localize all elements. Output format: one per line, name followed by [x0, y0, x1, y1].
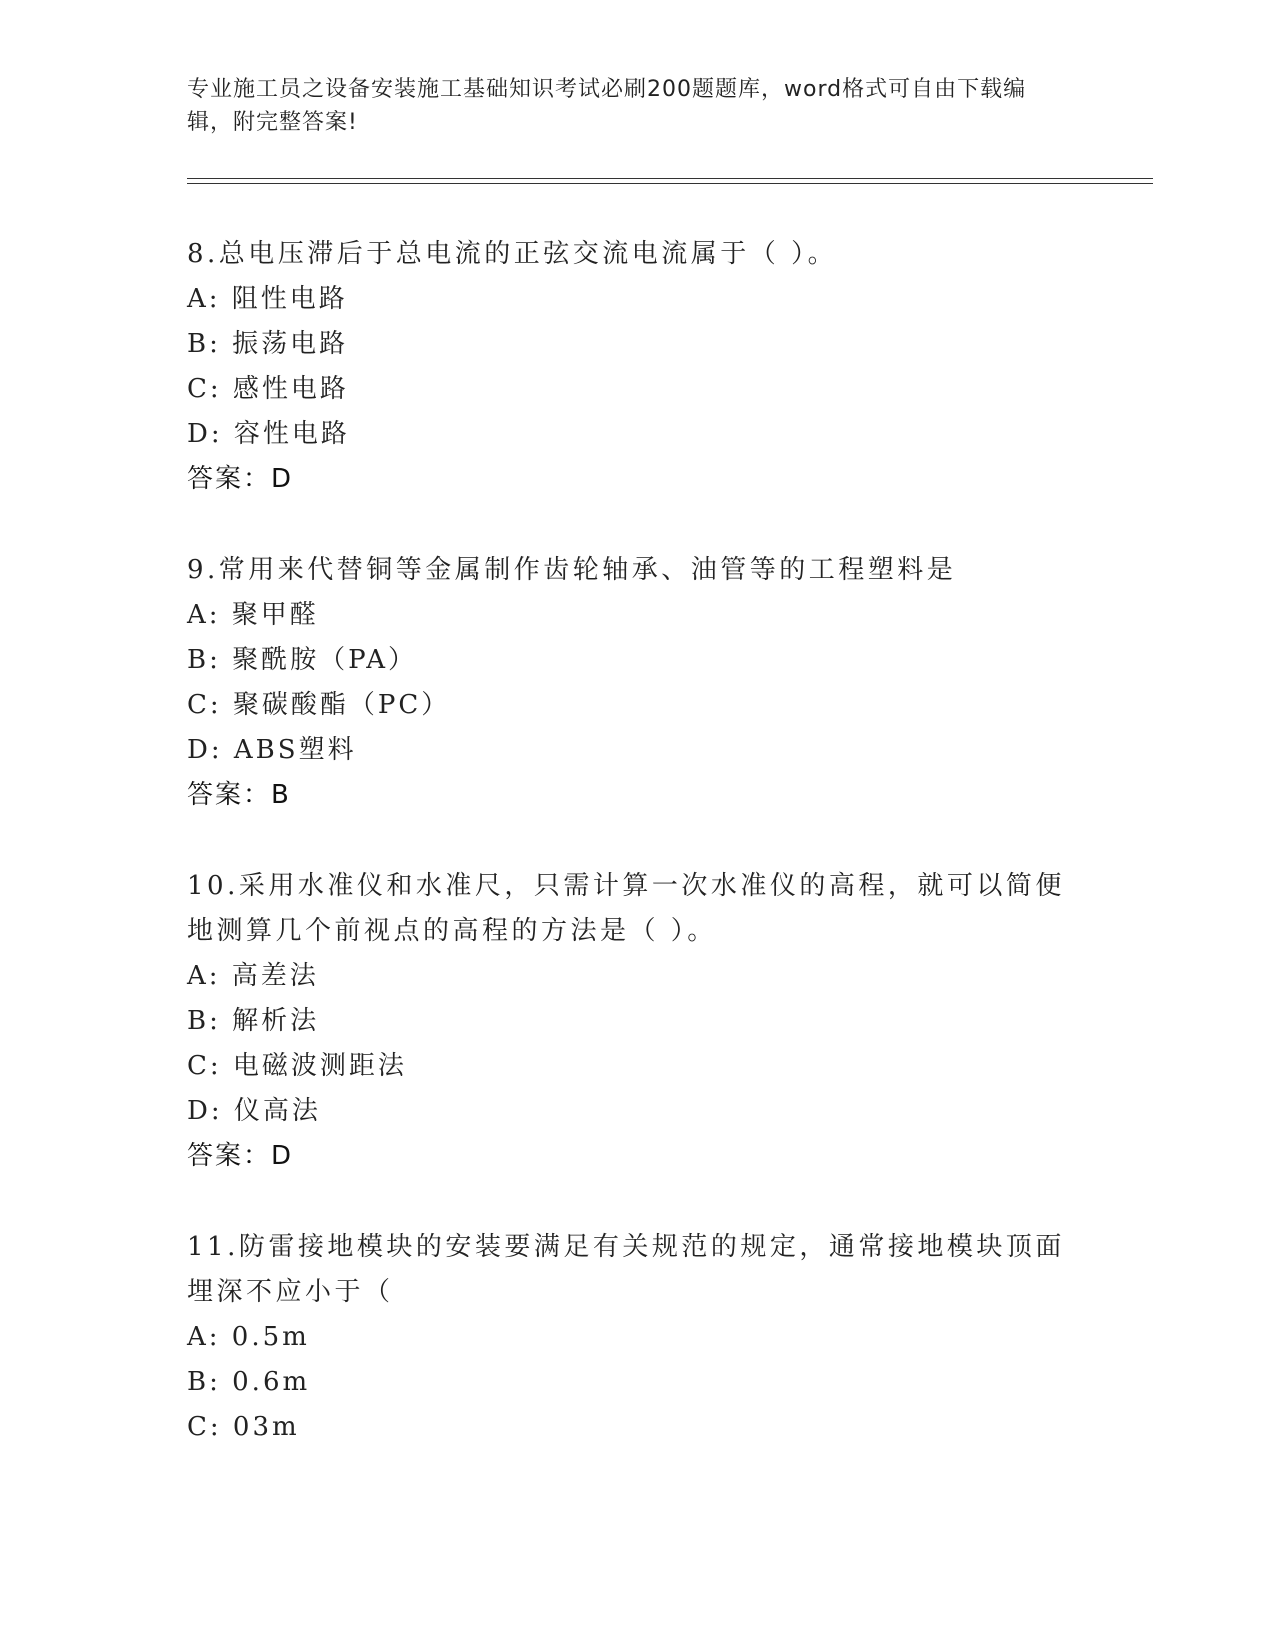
- option-c: C: 聚碳酸酯（PC）: [187, 690, 451, 720]
- question-10: [187, 864, 1087, 1179]
- option-d: D: 仪高法: [187, 1096, 321, 1126]
- question-9: [187, 548, 1087, 818]
- answer-line: 答案：B: [187, 780, 291, 810]
- option-c: C: 感性电路: [187, 374, 349, 404]
- header-divider-top: [187, 178, 1153, 179]
- option-a: A: 阻性电路: [187, 284, 348, 314]
- document-header: 专业施工员之设备安装施工基础知识考试必刷200题题库，word格式可自由下载编辑，附完整答案!: [187, 77, 1027, 135]
- option-d: D: 容性电路: [187, 419, 350, 449]
- option-c: C: 03m: [187, 1412, 300, 1442]
- option-b: B: 0.6m: [187, 1367, 311, 1397]
- option-c: C: 电磁波测距法: [187, 1051, 407, 1081]
- question-8: [187, 232, 1087, 502]
- answer-line: 答案：D: [187, 464, 294, 494]
- question-stem: 9.常用来代替铜等金属制作齿轮轴承、油管等的工程塑料是: [187, 555, 957, 585]
- question-stem: 8.总电压滞后于总电流的正弦交流电流属于（ ）。: [187, 239, 838, 269]
- option-a: A: 聚甲醛: [187, 600, 319, 630]
- option-a: A: 0.5m: [187, 1322, 310, 1352]
- option-b: B: 振荡电路: [187, 329, 349, 359]
- option-b: B: 聚酰胺（PA）: [187, 645, 418, 675]
- question-11: [187, 1225, 1087, 1450]
- answer-line: 答案：D: [187, 1141, 294, 1171]
- question-list: [187, 232, 1087, 1496]
- option-b: B: 解析法: [187, 1006, 320, 1036]
- option-d: D: ABS塑料: [187, 735, 357, 765]
- option-a: A: 高差法: [187, 961, 319, 991]
- question-stem: 11.防雷接地模块的安装要满足有关规范的规定，通常接地模块顶面埋深不应小于（: [187, 1232, 1065, 1307]
- header-divider-bottom: [187, 183, 1153, 184]
- question-stem: 10.采用水准仪和水准尺，只需计算一次水准仪的高程，就可以简便地测算几个前视点的高程的方法是（ ）。: [187, 871, 1065, 946]
